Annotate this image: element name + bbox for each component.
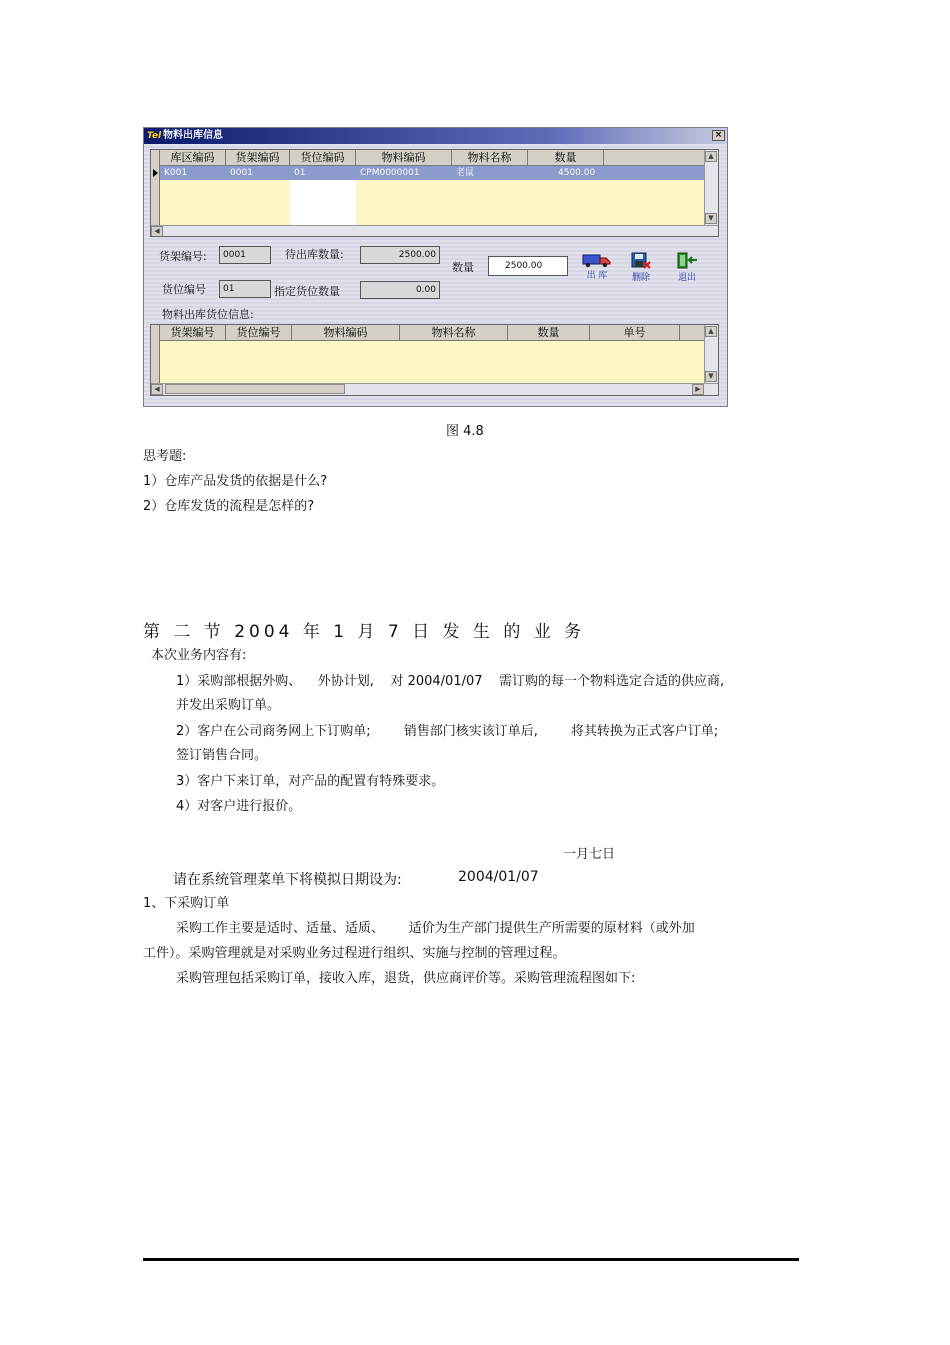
pending-quantity-field[interactable]: 2500.00 [360, 246, 440, 264]
col-header-area-code[interactable]: 库区编码 [160, 150, 226, 165]
figure-caption: 图 4.8 [446, 424, 484, 439]
grid-header [160, 150, 704, 166]
date-heading: 一月七日 [563, 847, 616, 862]
col-header-material-name[interactable]: 物料名称 [452, 150, 528, 165]
assigned-slot-quantity-label: 指定货位数量 [274, 285, 340, 298]
row-cell-material-code: CPM0000001 [360, 168, 420, 178]
list-item: 1）采购部根据外购、 外协计划, 对 2004/01/07 需订购的每一个物料选定合适的供应商, [176, 674, 725, 689]
col-header-material-name[interactable]: 物料名称 [400, 325, 508, 340]
slot-info-label: 物料出库货位信息: [162, 308, 254, 321]
col-header-shelf-code[interactable]: 货架编码 [226, 150, 290, 165]
col-header-shelf-number[interactable]: 货架编号 [160, 325, 226, 340]
assigned-slot-quantity-field[interactable]: 0.00 [360, 281, 440, 299]
scroll-left-button[interactable]: ◀ [151, 384, 163, 395]
paragraph: 采购管理包括采购订单，接收入库，退货，供应商评价等。采购管理流程图如下: [176, 971, 636, 986]
quantity-input[interactable]: 2500.00 [488, 256, 568, 276]
pending-quantity-label: 待出库数量: [285, 248, 344, 261]
truck-icon [582, 252, 612, 268]
material-outbound-dialog [143, 127, 728, 407]
exit-button-label: 退出 [677, 273, 696, 283]
table-row[interactable] [160, 166, 704, 180]
row-cell-quantity: 4500.00 [558, 168, 596, 178]
section-title: 第 二 节 2004 年 1 月 7 日 发 生 的 业 务 [143, 622, 586, 642]
scroll-down-button[interactable]: ▼ [705, 213, 717, 224]
dialog-titlebar [144, 128, 727, 144]
exit-door-icon [675, 252, 699, 270]
scroll-up-button[interactable]: ▲ [705, 151, 717, 162]
row-pointer-icon [153, 169, 158, 177]
paragraph: 采购工作主要是适时、适量、适质、 适价为生产部门提供生产所需要的原材料（或外加 [176, 921, 695, 936]
horizontal-scrollbar[interactable] [151, 225, 718, 237]
list-item: 3）客户下来订单，对产品的配置有特殊要求。 [176, 774, 445, 789]
delete-button[interactable] [625, 252, 657, 284]
simulation-date-value: 2004/01/07 [458, 869, 539, 885]
col-header-slot-number[interactable]: 货位编号 [226, 325, 292, 340]
step-heading: 1、下采购订单 [143, 896, 230, 911]
row-cell-shelf-code: 0001 [230, 168, 253, 178]
row-indicator-column [151, 150, 160, 236]
slot-number-label: 货位编号 [162, 283, 206, 296]
shelf-number-label: 货架编号: [159, 250, 207, 263]
outbound-button-label: 出 库 [586, 271, 608, 281]
exit-button[interactable] [671, 252, 703, 284]
shelf-number-field[interactable]: 0001 [219, 246, 271, 264]
dialog-title: 物料出库信息 [163, 130, 223, 141]
list-item-continuation: 并发出采购订单。 [176, 698, 281, 713]
paragraph-continuation: 工件）。采购管理就是对采购业务过程进行组织、实施与控制的管理过程。 [143, 946, 566, 961]
stock-location-grid[interactable] [150, 149, 719, 237]
app-logo: Tel [147, 131, 162, 141]
question-2: 2）仓库发货的流程是怎样的? [143, 499, 315, 514]
list-item: 4）对客户进行报价。 [176, 799, 302, 814]
question-1: 1）仓库产品发货的依据是什么? [143, 474, 328, 489]
scroll-thumb[interactable] [165, 384, 345, 394]
scroll-right-button[interactable]: ▶ [692, 384, 704, 395]
scroll-left-button[interactable]: ◀ [151, 226, 163, 237]
vertical-scrollbar[interactable] [704, 325, 718, 383]
quantity-label: 数量 [452, 261, 474, 274]
row-cell-slot-code: 01 [294, 168, 306, 178]
list-item: 2）客户在公司商务网上下订购单; 销售部门核实该订单后, 将其转换为正式客户订单; [176, 724, 719, 739]
grid-white-cell [290, 180, 356, 225]
intro-text: 本次业务内容有: [151, 648, 247, 663]
close-button[interactable]: × [712, 130, 725, 141]
list-item-continuation: 签订销售合同。 [176, 748, 268, 763]
horizontal-scrollbar[interactable] [151, 383, 718, 395]
col-header-material-code[interactable]: 物料编码 [292, 325, 400, 340]
scroll-down-button[interactable]: ▼ [705, 371, 717, 382]
grid-header [160, 325, 704, 341]
grid-empty-area [160, 180, 704, 225]
slot-number-field[interactable]: 01 [219, 280, 271, 298]
delete-button-label: 删除 [631, 273, 650, 283]
col-header-quantity[interactable]: 数量 [508, 325, 590, 340]
scroll-up-button[interactable]: ▲ [705, 326, 717, 337]
footer-rule [143, 1258, 799, 1261]
row-cell-material-name: 老鼠 [456, 168, 475, 178]
outbound-button[interactable] [581, 252, 613, 284]
vertical-scrollbar[interactable] [704, 150, 718, 225]
col-header-order-number[interactable]: 单号 [590, 325, 680, 340]
outbound-slot-grid[interactable] [150, 324, 719, 396]
delete-disk-icon [630, 252, 652, 270]
grid-empty-area [160, 341, 704, 383]
questions-title: 思考题: [143, 449, 187, 464]
col-header-material-code[interactable]: 物料编码 [356, 150, 452, 165]
row-cell-area-code: K001 [164, 168, 188, 178]
col-header-slot-code[interactable]: 货位编码 [290, 150, 356, 165]
simulation-date-label: 请在系统管理菜单下将模拟日期设为: [173, 872, 402, 888]
col-header-quantity[interactable]: 数量 [528, 150, 604, 165]
row-indicator-column [151, 325, 160, 383]
